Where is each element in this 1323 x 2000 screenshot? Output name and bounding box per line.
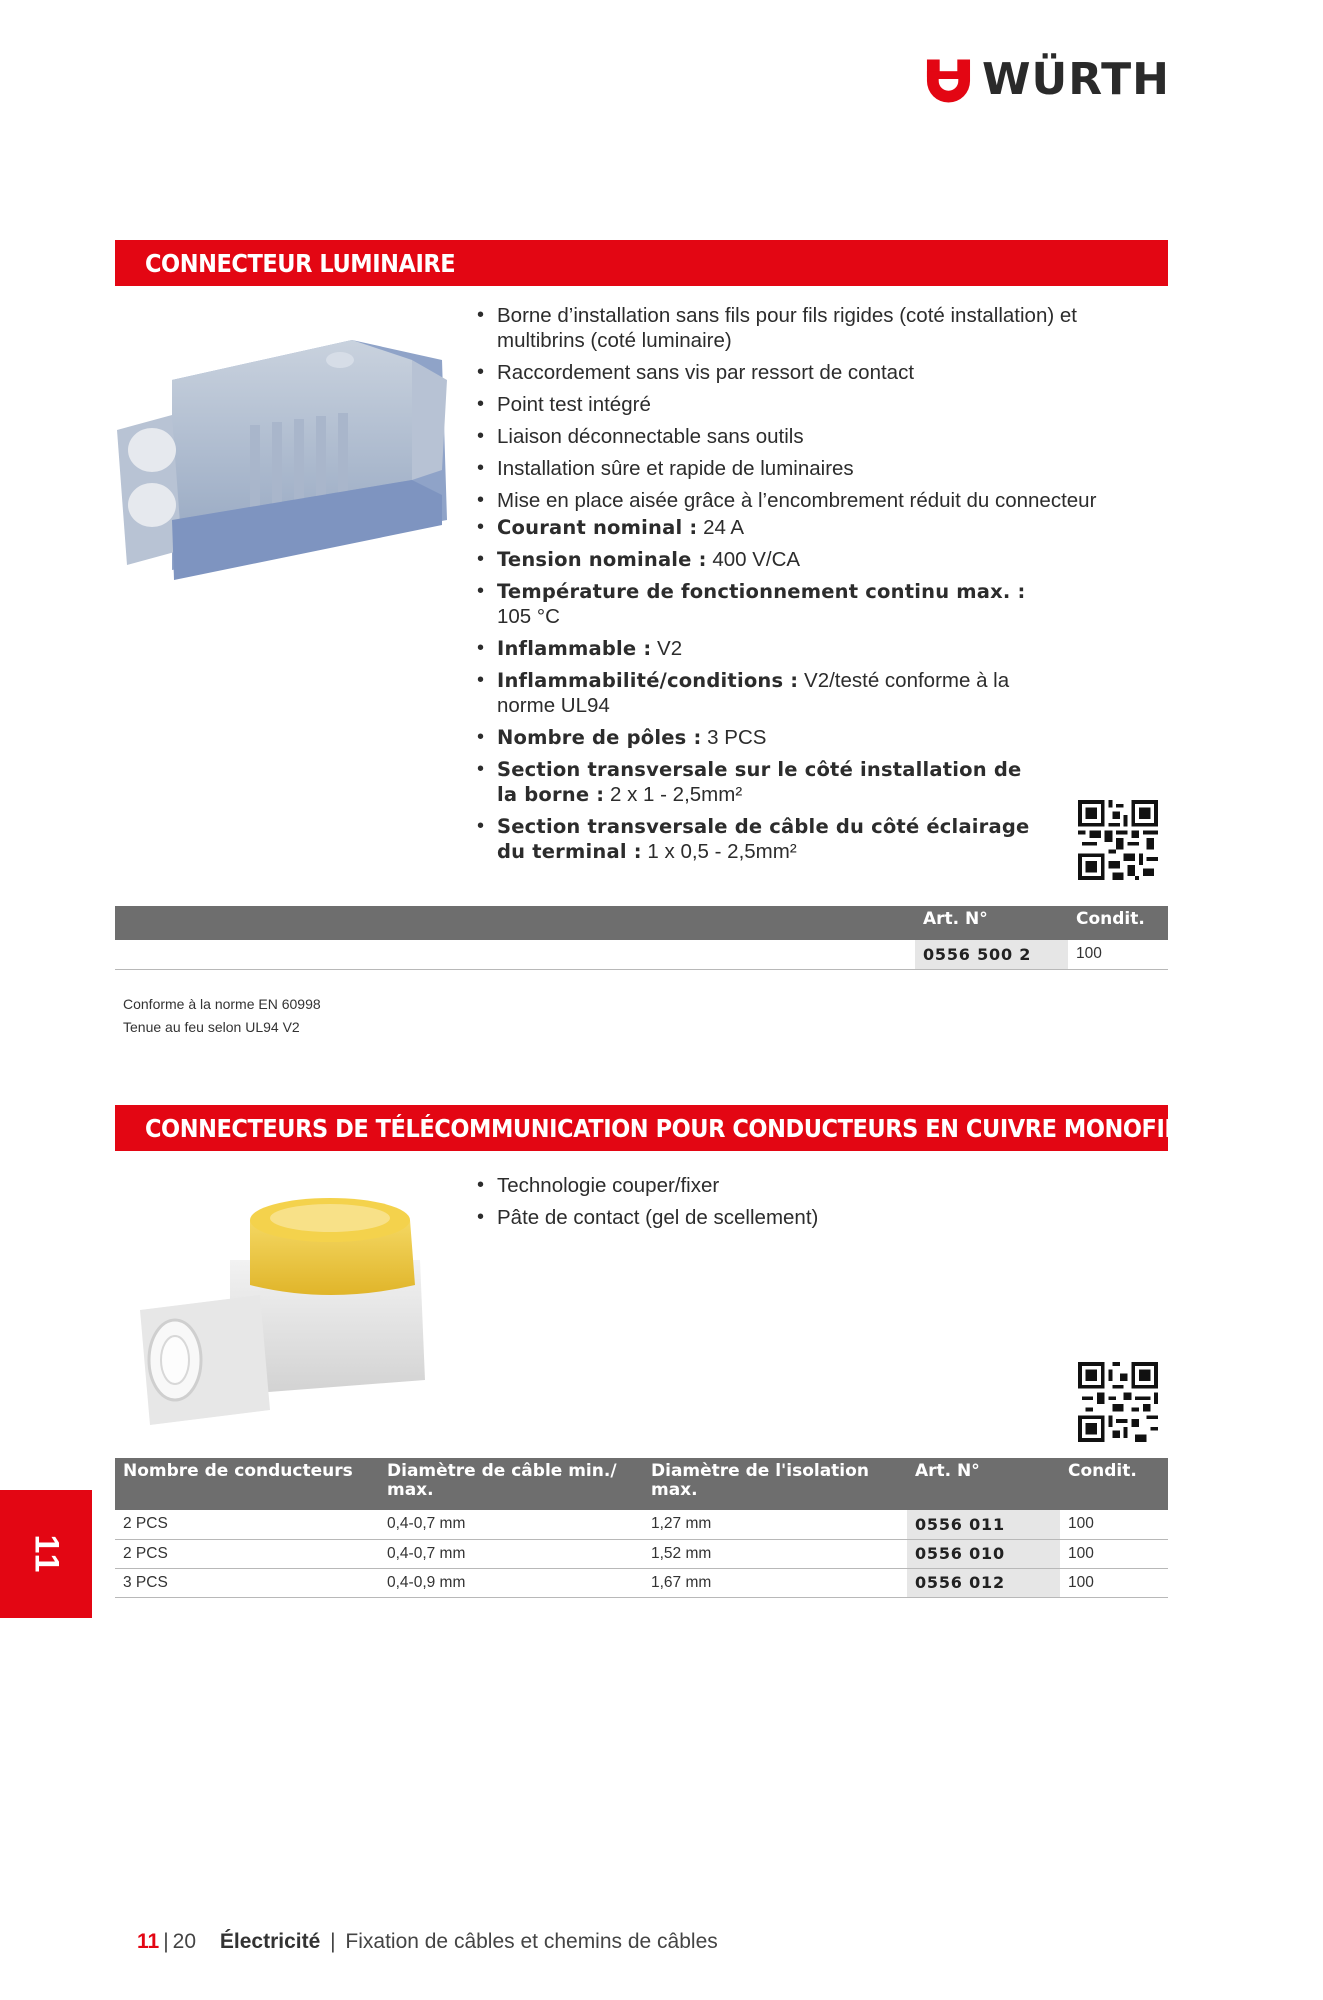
list-item: • Installation sûre et rapide de luminaires: [475, 456, 1135, 481]
page-footer: 11 | 20 Électricité | Fixation de câbles et chemins de câbles: [137, 1930, 718, 1953]
note-line: Conforme à la norme EN 60998: [123, 996, 321, 1012]
list-item: • Section transversale de câble du côté éclairage du terminal : 1 x 0,5 - 2,5mm²: [475, 814, 1045, 864]
art-number[interactable]: 0556 010: [907, 1539, 1060, 1568]
list-item: • Nombre de pôles : 3 PCS: [475, 725, 1135, 750]
list-item: • Borne d’installation sans fils pour fils rigides (coté installation) et multibrins (coté luminaire): [475, 303, 1135, 353]
col-cond-header: Condit.: [1068, 906, 1168, 940]
features-list: [475, 1173, 1135, 1237]
brand-name: WÜRTH: [981, 53, 1170, 105]
features-list: [475, 303, 1135, 871]
product-table: [115, 906, 1168, 970]
table-row[interactable]: 3 PCS 0,4-0,9 mm 1,67 mm 0556 012 100: [115, 1568, 1168, 1597]
list-item: • Tension nominale : 400 V/CA: [475, 547, 1135, 572]
list-item: • Liaison déconnectable sans outils: [475, 424, 1135, 449]
table-header-row: [115, 906, 1168, 940]
note-line: Tenue au feu selon UL94 V2: [123, 1019, 300, 1035]
footer-section: Électricité: [219, 1930, 321, 1953]
list-item: • Technologie couper/fixer: [475, 1173, 1135, 1198]
col-conductors-header: Nombre de conducteurs: [115, 1458, 379, 1510]
list-item: • Inflammabilité/conditions : V2/testé conforme à la norme UL94: [475, 668, 1035, 718]
product-table: [115, 1458, 1168, 1598]
table-row[interactable]: 2 PCS 0,4-0,7 mm 1,27 mm 0556 011 100: [115, 1510, 1168, 1539]
section-title: CONNECTEURS DE TÉLÉCOMMUNICATION POUR CONDUCTEURS EN CUIVRE MONOFIL: [145, 1113, 1179, 1143]
section-title: CONNECTEUR LUMINAIRE: [145, 248, 456, 278]
page-number: 20: [172, 1930, 197, 1953]
notes: [123, 993, 321, 1039]
qr-code-icon[interactable]: [1078, 800, 1158, 880]
col-art-header: Art. N°: [907, 1458, 1060, 1510]
table-header-row: [115, 1458, 1168, 1510]
wurth-logo[interactable]: [925, 52, 1170, 107]
table-row[interactable]: [115, 940, 1168, 969]
col-cond-header: Condit.: [1060, 1458, 1168, 1510]
condit: 100: [1068, 940, 1168, 969]
section-title-banner: [115, 1105, 1179, 1151]
list-item: • Température de fonctionnement continu max. : 105 °C: [475, 579, 1035, 629]
col-insul-diam-header: Diamètre de l'isolation max.: [643, 1458, 907, 1510]
list-item: • Section transversale sur le côté installation de la borne : 2 x 1 - 2,5mm²: [475, 757, 1045, 807]
table-row[interactable]: 2 PCS 0,4-0,7 mm 1,52 mm 0556 010 100: [115, 1539, 1168, 1568]
wurth-logo-icon: [925, 55, 972, 105]
list-item: • Raccordement sans vis par ressort de contact: [475, 360, 1135, 385]
art-number[interactable]: 0556 012: [907, 1568, 1060, 1597]
qr-code-icon[interactable]: [1078, 1362, 1158, 1442]
footer-subsection: Fixation de câbles et chemins de câbles: [345, 1930, 718, 1953]
list-item: • Point test intégré: [475, 392, 1135, 417]
telecom-connector-image: [130, 1180, 430, 1430]
luminaire-connector-image: [112, 320, 452, 590]
art-number[interactable]: 0556 500 2: [915, 940, 1068, 969]
art-number[interactable]: 0556 011: [907, 1510, 1060, 1539]
section-title-banner: [115, 240, 1168, 286]
chapter-number: 11: [137, 1930, 160, 1953]
list-item: • Inflammable : V2: [475, 636, 1135, 661]
list-item: • Courant nominal : 24 A: [475, 515, 1135, 540]
col-cable-diam-header: Diamètre de câble min./ max.: [379, 1458, 643, 1510]
col-art-header: Art. N°: [915, 906, 1068, 940]
list-item: • Pâte de contact (gel de scellement): [475, 1205, 1135, 1230]
chapter-tab[interactable]: [0, 1490, 92, 1618]
chapter-tab-label: 11: [27, 1534, 66, 1574]
list-item: • Mise en place aisée grâce à l’encombrement réduit du connecteur: [475, 488, 1135, 513]
